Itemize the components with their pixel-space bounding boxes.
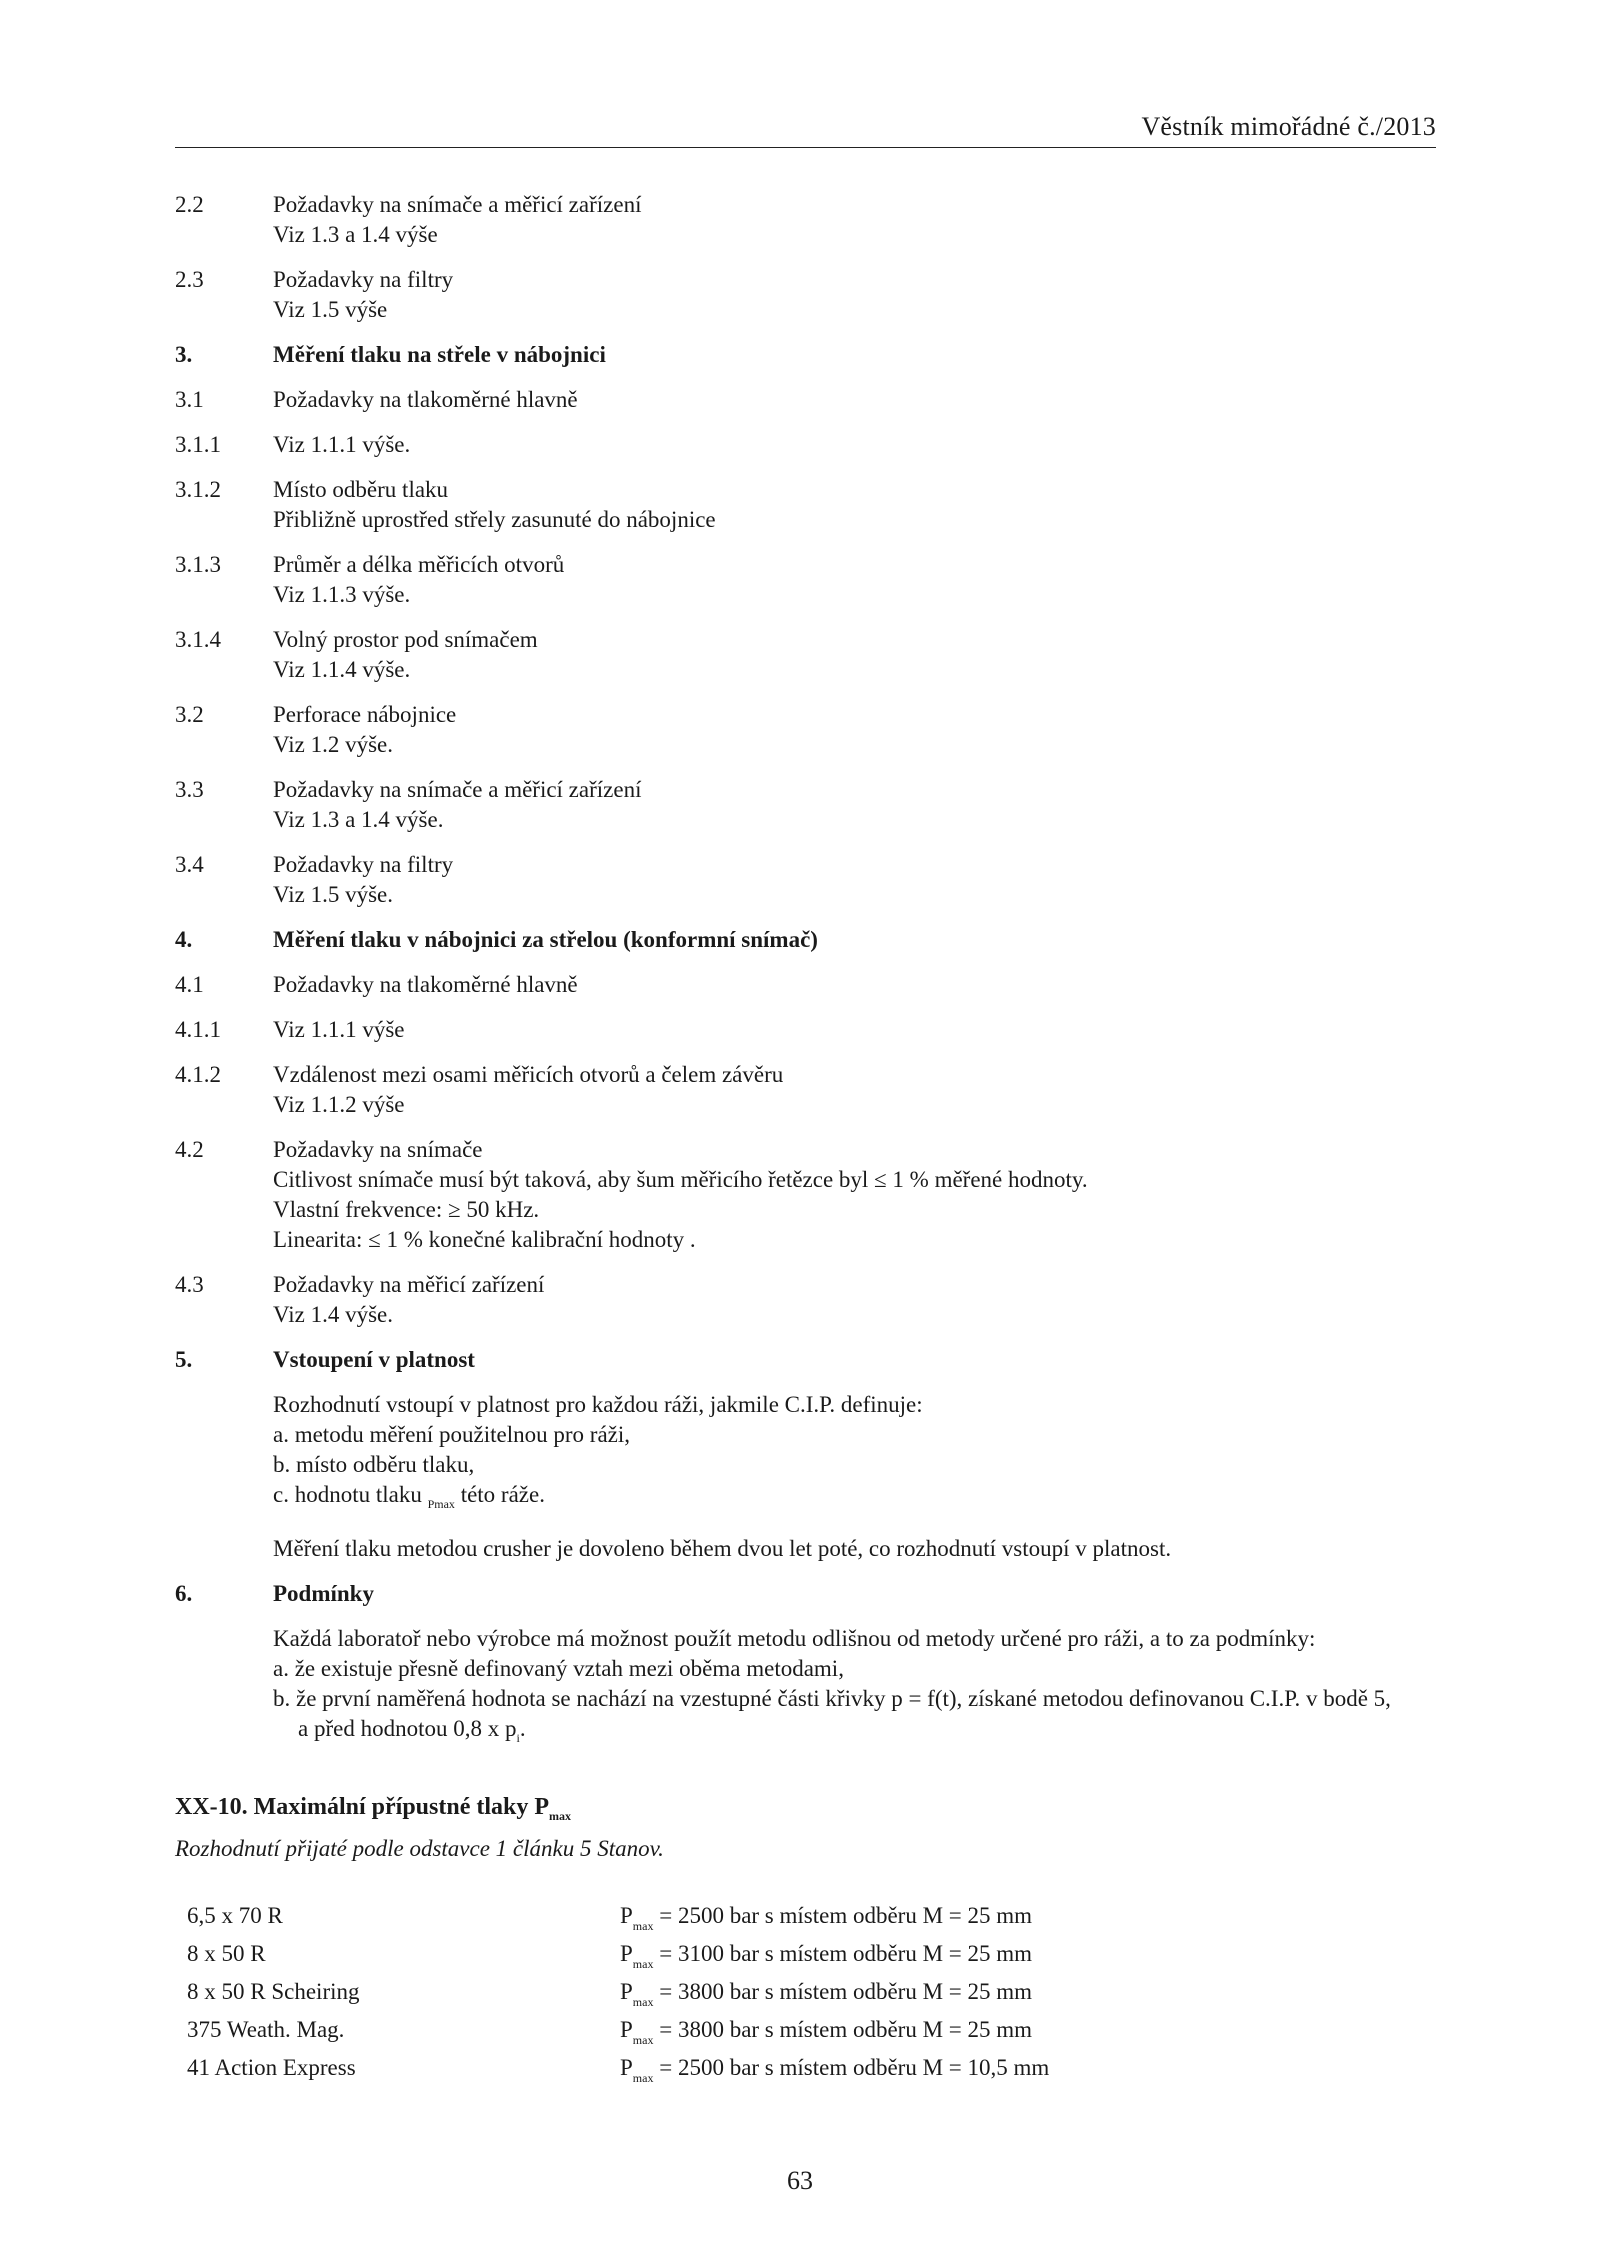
section-5-crusher: Měření tlaku metodou crusher je dovoleno během dvou let poté, co rozhodnutí vstoupí v platnost. — [273, 1536, 1172, 1561]
pmax-cell: $P_{max} = 2500$ bar s místem odběru M = 10,5 mm — [620, 2055, 1050, 2085]
section-text — [273, 625, 1436, 685]
section-5-intro: Rozhodnutí vstoupí v platnost pro každou ráži, jakmile C.I.P. definuje: — [273, 1392, 923, 1417]
section-number: 4.1.2 — [175, 1062, 221, 1087]
document-body — [175, 190, 1436, 1768]
section-5-body — [175, 1390, 1436, 1519]
section-line: Vzdálenost mezi osami měřicích otvorů a čelem závěru — [273, 1062, 784, 1087]
pmax-cell: $P_{max} = 3100$ bar s místem odběru M = 25 mm — [620, 1941, 1033, 1971]
section-5-item-b: b. místo odběru tlaku, — [273, 1452, 475, 1477]
pmax-table — [187, 1903, 1049, 2093]
section-4-1-1 — [175, 1015, 1436, 1045]
journal-header: Věstník mimořádné č./2013 — [1141, 112, 1436, 141]
section-text — [273, 700, 1436, 760]
section-4-1-2 — [175, 1060, 1436, 1120]
section-number: 3.3 — [175, 777, 204, 802]
section-number: 3.1.2 — [175, 477, 221, 502]
section-line: Požadavky na měřicí zařízení — [273, 1272, 545, 1297]
section-3-1-4 — [175, 625, 1436, 685]
section-line: Viz 1.1.1 výše — [273, 1017, 405, 1042]
section-number: 3.1 — [175, 387, 204, 412]
section-6-item-b-cont: a před hodnotou 0,8 x $p_i$. — [298, 1716, 526, 1745]
section-line: Přibližně uprostřed střely zasunuté do nábojnice — [273, 507, 716, 532]
section-line: Vlastní frekvence: ≥ 50 kHz. — [273, 1197, 540, 1222]
section-line: Požadavky na tlakoměrné hlavně — [273, 387, 578, 412]
section-line: Požadavky na snímače — [273, 1137, 483, 1162]
section-4-2 — [175, 1135, 1436, 1255]
section-number: 2.3 — [175, 267, 204, 292]
section-line: Požadavky na filtry — [273, 267, 454, 292]
section-text — [273, 475, 1436, 535]
section-3-1-1 — [175, 430, 1436, 460]
section-5-item-a: a. metodu měření použitelnou pro ráži, — [273, 1422, 631, 1447]
section-text — [273, 775, 1436, 835]
section-line: Viz 1.3 a 1.4 výše — [273, 222, 438, 247]
caliber-cell: 8 x 50 R Scheiring — [187, 1979, 360, 2004]
section-number: 5. — [175, 1347, 193, 1372]
section-line: Perforace nábojnice — [273, 702, 457, 727]
page-number: 63 — [787, 2166, 813, 2195]
section-text — [273, 385, 1436, 415]
section-3-1 — [175, 385, 1436, 415]
table-row — [187, 1979, 1049, 2017]
section-text — [273, 190, 1436, 250]
section-5 — [175, 1345, 1436, 1375]
section-3 — [175, 340, 1436, 370]
section-6-heading: 6. Podmínky — [175, 1581, 374, 1606]
section-3-1-2 — [175, 475, 1436, 535]
xx10-note: Rozhodnutí přijaté podle odstavce 1 článku 5 Stanov. — [175, 1836, 664, 1861]
section-4 — [175, 925, 1436, 955]
caliber-cell: 41 Action Express — [187, 2055, 356, 2080]
section-4-3 — [175, 1270, 1436, 1330]
table-row — [187, 2055, 1049, 2093]
section-text — [273, 1135, 1436, 1255]
xx10-title: XX-10. Maximální přípustné tlaky $P_{max}$ — [175, 1794, 572, 1823]
caliber-cell: 8 x 50 R — [187, 1941, 266, 1966]
section-heading: Měření tlaku v nábojnici za střelou (konformní snímač) — [273, 927, 818, 952]
section-3-2 — [175, 700, 1436, 760]
section-number: 3.1.3 — [175, 552, 221, 577]
section-heading: Měření tlaku na střele v nábojnici — [273, 342, 606, 367]
section-6-body — [77, 1624, 1436, 1753]
header-rule — [175, 147, 1436, 148]
section-line: Požadavky na filtry — [273, 852, 454, 877]
section-line: Požadavky na tlakoměrné hlavně — [273, 972, 578, 997]
section-line: Viz 1.1.1 výše. — [273, 432, 411, 457]
section-line: Viz 1.1.4 výše. — [273, 657, 411, 682]
section-line: Viz 1.1.3 výše. — [273, 582, 411, 607]
section-5-item-c: c. hodnotu tlaku $_{Pmax}$ této ráže. — [273, 1482, 545, 1511]
section-line: Místo odběru tlaku — [273, 477, 449, 502]
section-3-1-3 — [175, 550, 1436, 610]
section-2-3 — [175, 265, 1436, 325]
section-number: 3.1.4 — [175, 627, 221, 652]
section-number: 4.2 — [175, 1137, 204, 1162]
section-text — [273, 550, 1436, 610]
table-row — [187, 1903, 1049, 1941]
section-number: 3.4 — [175, 852, 204, 877]
section-3-3 — [175, 775, 1436, 835]
section-line: Viz 1.5 výše — [273, 297, 388, 322]
section-number: 4.3 — [175, 1272, 204, 1297]
section-number: 2.2 — [175, 192, 204, 217]
section-text — [273, 850, 1436, 910]
section-line: Průměr a délka měřicích otvorů — [273, 552, 565, 577]
table-row — [187, 2017, 1049, 2055]
section-line: Požadavky na snímače a měřicí zařízení — [273, 192, 642, 217]
section-number: 4.1.1 — [175, 1017, 221, 1042]
section-text — [273, 430, 1436, 460]
section-text — [273, 1015, 1436, 1045]
section-line: Viz 1.4 výše. — [273, 1302, 393, 1327]
section-text — [273, 1060, 1436, 1120]
section-line: Linearita: ≤ 1 % konečné kalibrační hodnoty . — [273, 1227, 696, 1252]
section-line: Požadavky na snímače a měřicí zařízení — [273, 777, 642, 802]
section-6-item-b: b. že první naměřená hodnota se nachází na vzestupné části křivky p = f(t), získané metodou definovanou C.I.P. v bodě 5, — [273, 1686, 1391, 1711]
section-number: 3.1.1 — [175, 432, 221, 457]
section-line: Citlivost snímače musí být taková, aby šum měřicího řetězce byl ≤ 1 % měřené hodnoty. — [273, 1167, 1088, 1192]
section-line: Viz 1.3 a 1.4 výše. — [273, 807, 444, 832]
caliber-cell: 6,5 x 70 R — [187, 1903, 283, 1928]
caliber-cell: 375 Weath. Mag. — [187, 2017, 345, 2042]
table-row — [187, 1941, 1049, 1979]
section-line: Volný prostor pod snímačem — [273, 627, 538, 652]
section-number: 4.1 — [175, 972, 204, 997]
section-4-1 — [175, 970, 1436, 1000]
section-text — [273, 970, 1436, 1000]
pmax-cell: $P_{max} = 3800$ bar s místem odběru M = 25 mm — [620, 1979, 1033, 2009]
section-number: 3.2 — [175, 702, 204, 727]
section-2-2 — [175, 190, 1436, 250]
numbered-sections — [175, 190, 1436, 1375]
section-6-item-a: a. že existuje přesně definovaný vztah mezi oběma metodami, — [273, 1656, 844, 1681]
section-text — [273, 1270, 1436, 1330]
section-number: 3. — [175, 342, 193, 367]
section-6-intro: Každá laboratoř nebo výrobce má možnost použít metodu odlišnou od metody určené pro ráži, a to za podmínky: — [273, 1626, 1316, 1651]
section-heading: Vstoupení v platnost — [273, 1347, 475, 1372]
pmax-cell: $P_{max} = 2500$ bar s místem odběru M = 25 mm — [620, 1903, 1033, 1933]
section-line: Viz 1.5 výše. — [273, 882, 393, 907]
section-number: 4. — [175, 927, 193, 952]
section-text — [273, 265, 1436, 325]
pmax-cell: $P_{max} = 3800$ bar s místem odběru M = 25 mm — [620, 2017, 1033, 2047]
section-3-4 — [175, 850, 1436, 910]
section-line: Viz 1.2 výše. — [273, 732, 393, 757]
section-line: Viz 1.1.2 výše — [273, 1092, 405, 1117]
